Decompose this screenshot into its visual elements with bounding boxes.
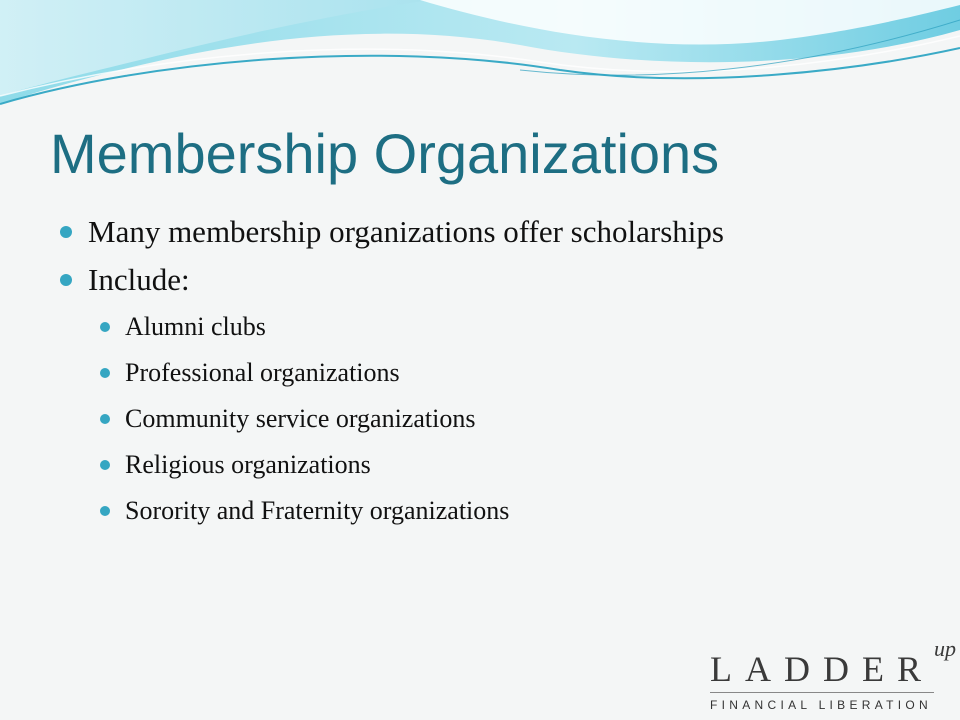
sub-bullet-text: Alumni clubs [125, 312, 266, 341]
bullet-dot-icon [100, 460, 110, 470]
ladder-up-logo [706, 636, 956, 716]
bullet-dot-icon [60, 274, 72, 286]
bullet-item [60, 208, 940, 256]
bullet-dot-icon [100, 322, 110, 332]
bullet-dot-icon [100, 506, 110, 516]
slide-title: Membership Organizations [50, 122, 720, 185]
bullet-list [60, 208, 940, 534]
bullet-item [60, 256, 940, 304]
bullet-dot-icon [100, 368, 110, 378]
logo-wordmark: LADDER [710, 649, 934, 689]
logo-divider [710, 692, 934, 693]
header-wave-decoration [0, 0, 960, 120]
bullet-dot-icon [100, 414, 110, 424]
sub-bullet-item [60, 488, 940, 534]
sub-bullet-item [60, 304, 940, 350]
sub-bullet-text: Sorority and Fraternity organizations [125, 496, 510, 525]
logo-superscript: up [934, 636, 956, 661]
sub-bullet-item [60, 396, 940, 442]
sub-bullet-text: Community service organizations [125, 404, 476, 433]
sub-bullet-item [60, 350, 940, 396]
bullet-dot-icon [60, 226, 72, 238]
sub-bullet-text: Religious organizations [125, 450, 371, 479]
sub-bullet-item [60, 442, 940, 488]
bullet-text: Include: [88, 262, 190, 297]
logo-tagline: FINANCIAL LIBERATION [710, 698, 933, 712]
sub-bullet-text: Professional organizations [125, 358, 400, 387]
bullet-text: Many membership organizations offer scholarships [88, 214, 724, 249]
